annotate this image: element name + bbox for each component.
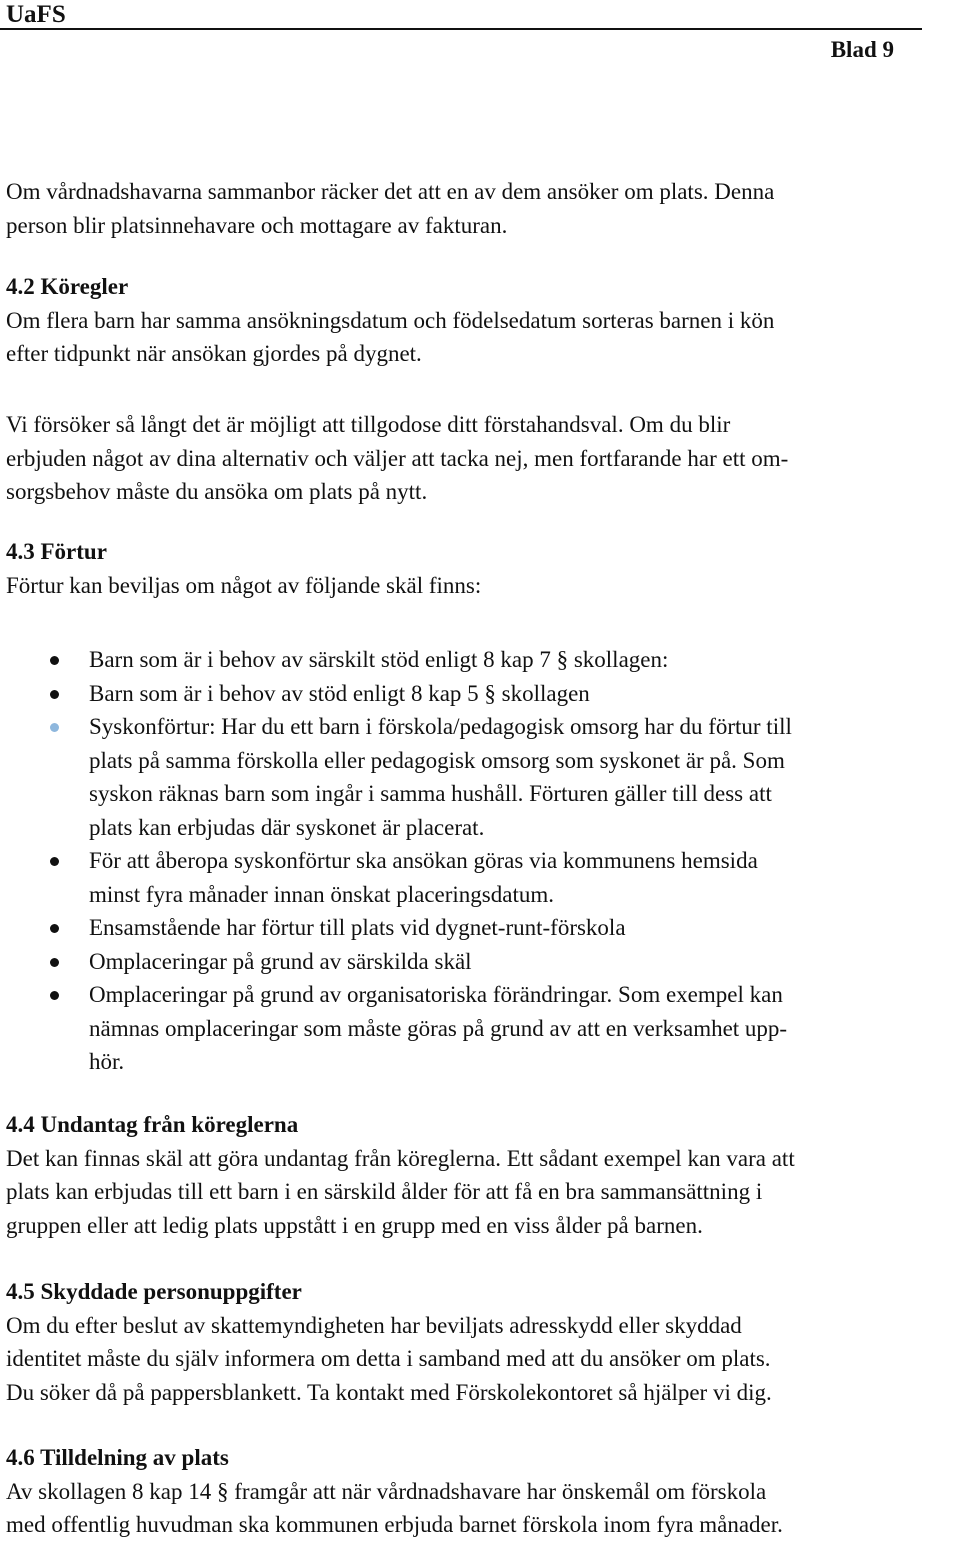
list-item-line: Ensamstående har förtur till plats vid dygnet-runt-förskola [89, 915, 626, 940]
list-item-line: syskon räknas barn som ingår i samma hushåll. Förturen gäller till dess att [89, 781, 772, 806]
paragraph-line: Vi försöker så långt det är möjligt att tillgodose ditt förstahandsval. Om du blir [6, 412, 731, 437]
paragraph-line: erbjuden något av dina alternativ och väljer att tacka nej, men fortfarande har ett om- [6, 445, 789, 471]
bullet-icon [50, 690, 59, 699]
bullet-icon [50, 656, 59, 665]
bullet-icon [50, 924, 59, 933]
section-heading: 4.3 Förtur [6, 539, 107, 564]
paragraph-line: plats kan erbjudas till ett barn i en särskild ålder för att få en bra sammansättning i [6, 1179, 763, 1204]
section-intro: Förtur kan beviljas om något av följande skäl finns: [6, 572, 482, 598]
paragraph-line: Av skollagen 8 kap 14 § framgår att när vårdnadshavare har önskemål om förskola [6, 1478, 767, 1504]
list-item-line: Syskonförtur: Har du ett barn i förskola/pedagogisk omsorg har du förtur till [89, 714, 792, 739]
list-item-line: hör. [89, 1049, 125, 1074]
list-item [6, 710, 950, 844]
list-item-line: nämnas omplaceringar som måste göras på grund av att en verksamhet upp- [89, 1015, 788, 1041]
list-item-line: minst fyra månader innan önskat placeringsdatum. [89, 881, 554, 907]
list-item [6, 978, 950, 1079]
section-heading: 4.5 Skyddade personuppgifter [6, 1279, 302, 1304]
paragraph-line: sorgsbehov måste du ansöka om plats på nytt. [6, 479, 428, 504]
paragraph-line: Du söker då på pappersblankett. Ta kontakt med Förskolekontoret så hjälper vi dig. [6, 1379, 772, 1405]
section-4-3 [6, 535, 956, 602]
list-item-line: Omplaceringar på grund av särskilda skäl [89, 948, 472, 974]
paragraph-line: identitet måste du själv informera om detta i samband med att du ansöker om plats. [6, 1346, 771, 1371]
section-4-6 [6, 1441, 956, 1542]
page-number: Blad 9 [830, 37, 894, 62]
header-divider [0, 28, 922, 30]
bullet-icon [50, 723, 59, 732]
intro-paragraph [6, 175, 956, 242]
section-heading: 4.6 Tilldelning av plats [6, 1445, 229, 1470]
section-heading: 4.4 Undantag från köreglerna [6, 1112, 299, 1137]
paragraph-line: med offentlig huvudman ska kommunen erbjuda barnet förskola inom fyra månader. [6, 1512, 783, 1537]
bullet-icon [50, 958, 59, 967]
bullet-icon [50, 857, 59, 866]
list-item-line: Barn som är i behov av särskilt stöd enligt 8 kap 7 § skollagen: [89, 647, 669, 672]
section-4-5 [6, 1275, 956, 1409]
paragraph-line: efter tidpunkt när ansökan gjordes på dygnet. [6, 341, 422, 366]
list-item-line: plats på samma förskolla eller pedagogisk omsorg som syskonet är på. Som [89, 747, 785, 773]
paragraph-line: gruppen eller att ledig plats uppstått i en grupp med en viss ålder på barnen. [6, 1212, 703, 1238]
section-4-4 [6, 1108, 956, 1242]
intro-line: Om vårdnadshavarna sammanbor räcker det att en av dem ansöker om plats. Denna [6, 179, 775, 204]
list-item [6, 945, 950, 979]
section-4-2-paragraph-2 [6, 408, 956, 509]
paragraph-line: Om du efter beslut av skattemyndigheten har beviljats adresskydd eller skyddad [6, 1312, 742, 1338]
list-item-line: Omplaceringar på grund av organisatoriska förändringar. Som exempel kan [89, 982, 783, 1007]
section-heading: 4.2 Köregler [6, 274, 129, 299]
list-item [6, 844, 950, 911]
list-item [6, 677, 950, 711]
paragraph-line: Om flera barn har samma ansökningsdatum och födelsedatum sorteras barnen i kön [6, 307, 775, 333]
list-item [6, 911, 950, 945]
paragraph-line: Det kan finnas skäl att göra undantag från köreglerna. Ett sådant exempel kan vara att [6, 1145, 795, 1171]
priority-reasons-list [6, 643, 950, 1079]
list-item-line: plats kan erbjudas där syskonet är placerat. [89, 814, 485, 840]
list-item [6, 643, 950, 677]
intro-line: person blir platsinnehavare och mottagare av fakturan. [6, 212, 508, 238]
list-item-line: Barn som är i behov av stöd enligt 8 kap 5 § skollagen [89, 680, 590, 706]
list-item-line: För att åberopa syskonförtur ska ansökan göras via kommunens hemsida [89, 848, 758, 873]
bullet-icon [50, 991, 59, 1000]
header-organization: UaFS [6, 1, 66, 28]
section-4-2 [6, 270, 956, 371]
